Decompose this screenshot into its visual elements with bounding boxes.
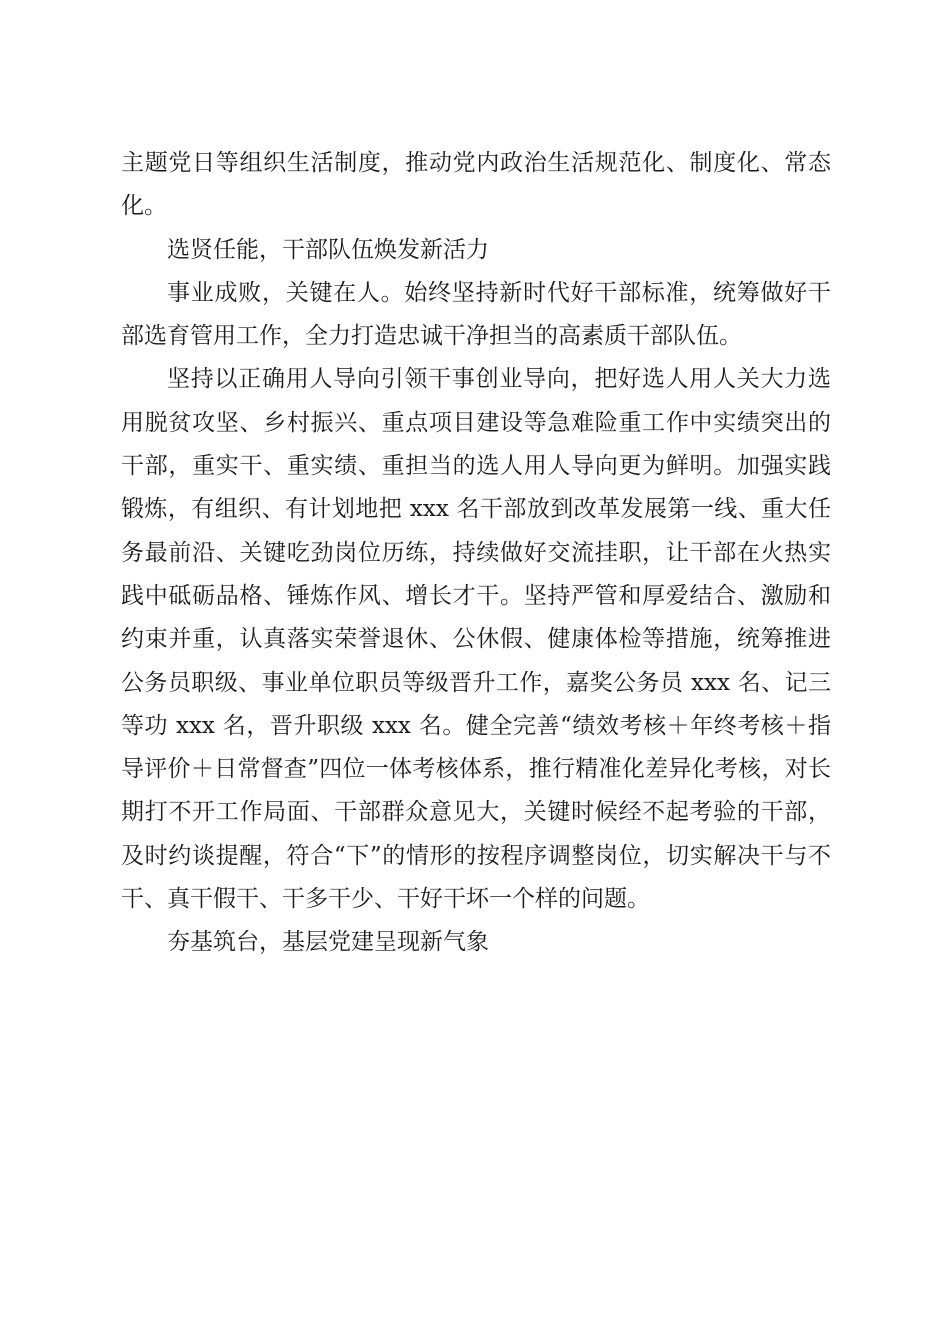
section-heading-cadres: 选贤任能，干部队伍焕发新活力 (167, 236, 489, 263)
section-heading-grassroots: 夯基筑台，基层党建呈现新气象 (167, 929, 489, 956)
paragraph-body: 坚持以正确用人导向引领干事创业导向，把好选人用人关大力选用脱贫攻坚、乡村振兴、重点项目建设等急难险重工作中实绩突出的干部，重实干、重实绩、重担当的选人用人导向更为鲜明。加强实践锻炼，有组织、有计划地把 xxx 名干部放到改革发展第一线、重大任务最前沿、关键吃劲岗位历练，持续做好交流挂职，让干部在火热实践中砥砺品格、锤炼作风、增长才干。坚持严管和厚爱结合、激励和约束并重，认真落实荣誉退休、公休假、健康体检等措施，统筹推进公务员职级、事业单位职员等级晋升工作，嘉奖公务员 xxx 名、记三等功 xxx 名，晋升职级 xxx 名。健全完善“绩效考核＋年终考核＋指导评价＋日常督查”四位一体考核体系，推行精准化差异化考核，对长期打不开工作局面、干部群众意见大，关键时候经不起考验的干部，及时约谈提醒，符合“下”的情形的按程序调整岗位，切实解决干与不干、真干假干、干多干少、干好干坏一个样的问题。 (121, 366, 831, 913)
paragraph-intro: 事业成败，关键在人。始终坚持新时代好干部标准，统筹做好干部选育管用工作，全力打造忠诚干净担当的高素质干部队伍。 (121, 279, 831, 350)
document-body (121, 142, 831, 965)
paragraph-continuation: 主题党日等组织生活制度，推动党内政治生活规范化、制度化、常态化。 (121, 150, 831, 220)
